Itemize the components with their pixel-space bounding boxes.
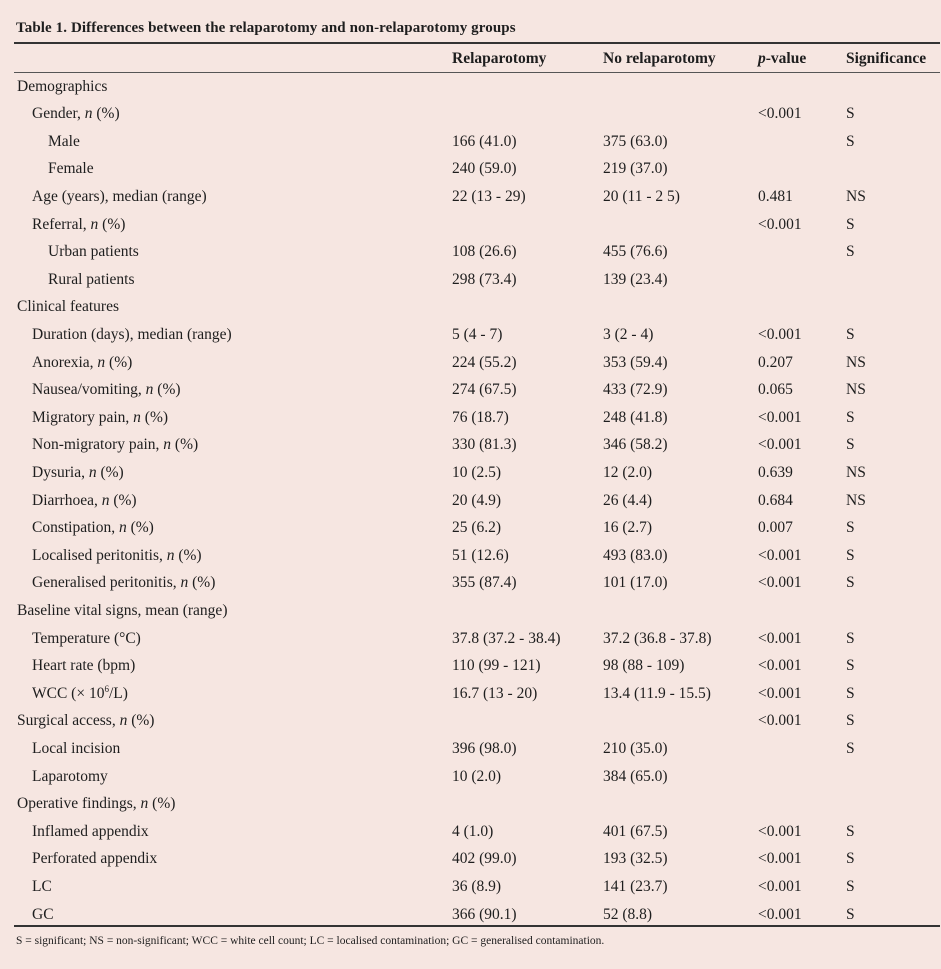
relaparotomy-value: 22 (13 - 29) xyxy=(452,187,526,205)
significance-value: S xyxy=(846,850,855,868)
significance-value: S xyxy=(846,325,855,343)
table-row xyxy=(0,431,941,459)
relaparotomy-value: 20 (4.9) xyxy=(452,491,502,509)
p-value: <0.001 xyxy=(758,215,802,233)
table-row xyxy=(0,73,941,101)
table-row xyxy=(0,652,941,680)
p-value: <0.001 xyxy=(758,905,802,923)
p-value: 0.207 xyxy=(758,353,793,371)
table-row xyxy=(0,376,941,404)
p-value: 0.007 xyxy=(758,519,793,537)
relaparotomy-value: 366 (90.1) xyxy=(452,905,517,923)
significance-value: S xyxy=(846,105,855,123)
significance-value: S xyxy=(846,629,855,647)
relaparotomy-value: 240 (59.0) xyxy=(452,160,517,178)
significance-value: NS xyxy=(846,463,866,481)
no-relaparotomy-value: 219 (37.0) xyxy=(603,160,668,178)
p-value: 0.639 xyxy=(758,463,793,481)
row-label: Operative findings, n (%) xyxy=(17,795,176,813)
row-label: Referral, n (%) xyxy=(32,215,126,233)
relaparotomy-value: 402 (99.0) xyxy=(452,850,517,868)
significance-value: S xyxy=(846,574,855,592)
table-row xyxy=(0,459,941,487)
no-relaparotomy-value: 433 (72.9) xyxy=(603,381,668,399)
p-value: 0.065 xyxy=(758,381,793,399)
row-label: Anorexia, n (%) xyxy=(32,353,133,371)
no-relaparotomy-value: 346 (58.2) xyxy=(603,436,668,454)
table-footnote: S = significant; NS = non-significant; WCC = white cell count; LC = localised contamination; GC = generalised contamination. xyxy=(16,935,605,947)
relaparotomy-value: 396 (98.0) xyxy=(452,739,517,757)
no-relaparotomy-value: 12 (2.0) xyxy=(603,463,653,481)
row-label: Non-migratory pain, n (%) xyxy=(32,436,199,454)
significance-value: NS xyxy=(846,491,866,509)
significance-value: S xyxy=(846,822,855,840)
no-relaparotomy-value: 98 (88 - 109) xyxy=(603,657,685,675)
significance-value: S xyxy=(846,657,855,675)
table-row xyxy=(0,845,941,873)
row-label: Diarrhoea, n (%) xyxy=(32,491,137,509)
row-label: Heart rate (bpm) xyxy=(32,657,136,675)
relaparotomy-value: 166 (41.0) xyxy=(452,132,517,150)
no-relaparotomy-value: 210 (35.0) xyxy=(603,739,668,757)
row-label: Male xyxy=(48,132,80,150)
table-row xyxy=(0,818,941,846)
significance-value: S xyxy=(846,408,855,426)
row-label: Rural patients xyxy=(48,270,135,288)
significance-value: NS xyxy=(846,187,866,205)
p-value: <0.001 xyxy=(758,105,802,123)
header-p-value: p-value xyxy=(758,50,807,67)
row-label: Perforated appendix xyxy=(32,850,158,868)
relaparotomy-value: 108 (26.6) xyxy=(452,243,517,261)
no-relaparotomy-value: 139 (23.4) xyxy=(603,270,668,288)
top-rule xyxy=(14,42,940,44)
relaparotomy-value: 298 (73.4) xyxy=(452,270,517,288)
p-value: <0.001 xyxy=(758,822,802,840)
no-relaparotomy-value: 384 (65.0) xyxy=(603,767,668,785)
row-label: WCC (× $10^6/L$) xyxy=(32,683,128,702)
no-relaparotomy-value: 20 (11 - 2 5) xyxy=(603,187,680,205)
table-row xyxy=(0,128,941,156)
no-relaparotomy-value: 248 (41.8) xyxy=(603,408,668,426)
table-row xyxy=(0,266,941,294)
relaparotomy-value: 76 (18.7) xyxy=(452,408,509,426)
row-label: Inflamed appendix xyxy=(32,822,149,840)
row-label: Gender, n (%) xyxy=(32,105,120,123)
p-value: <0.001 xyxy=(758,574,802,592)
table-row xyxy=(0,211,941,239)
no-relaparotomy-value: 26 (4.4) xyxy=(603,491,653,509)
row-label: Age (years), median (range) xyxy=(32,187,207,205)
no-relaparotomy-value: 493 (83.0) xyxy=(603,546,668,564)
table-row xyxy=(0,321,941,349)
p-value: <0.001 xyxy=(758,325,802,343)
p-value: <0.001 xyxy=(758,712,802,730)
row-label: Clinical features xyxy=(17,298,119,316)
row-label: Nausea/vomiting, n (%) xyxy=(32,381,181,399)
row-label: Dysuria, n (%) xyxy=(32,463,124,481)
table-row xyxy=(0,238,941,266)
no-relaparotomy-value: 16 (2.7) xyxy=(603,519,653,537)
significance-value: S xyxy=(846,519,855,537)
significance-value: S xyxy=(846,132,855,150)
significance-value: S xyxy=(846,546,855,564)
table-row xyxy=(0,293,941,321)
row-label: Temperature (°C) xyxy=(32,629,141,647)
row-label: Baseline vital signs, mean (range) xyxy=(17,601,228,619)
p-value: 0.481 xyxy=(758,187,793,205)
table-row xyxy=(0,183,941,211)
table-row xyxy=(0,735,941,763)
relaparotomy-value: 10 (2.0) xyxy=(452,767,502,785)
no-relaparotomy-value: 37.2 (36.8 - 37.8) xyxy=(603,629,712,647)
significance-value: S xyxy=(846,905,855,923)
significance-value: NS xyxy=(846,353,866,371)
row-label: Generalised peritonitis, n (%) xyxy=(32,574,216,592)
p-value: <0.001 xyxy=(758,629,802,647)
no-relaparotomy-value: 193 (32.5) xyxy=(603,850,668,868)
row-label: LC xyxy=(32,877,52,895)
relaparotomy-value: 330 (81.3) xyxy=(452,436,517,454)
relaparotomy-value: 4 (1.0) xyxy=(452,822,494,840)
table-row xyxy=(0,597,941,625)
no-relaparotomy-value: 353 (59.4) xyxy=(603,353,668,371)
table-row xyxy=(0,569,941,597)
table-row xyxy=(0,100,941,128)
header-no-relaparotomy: No relaparotomy xyxy=(603,50,716,67)
p-value: 0.684 xyxy=(758,491,793,509)
no-relaparotomy-value: 101 (17.0) xyxy=(603,574,668,592)
no-relaparotomy-value: 52 (8.8) xyxy=(603,905,653,923)
p-value: <0.001 xyxy=(758,546,802,564)
p-value: <0.001 xyxy=(758,408,802,426)
p-value: <0.001 xyxy=(758,657,802,675)
header-relaparotomy: Relaparotomy xyxy=(452,50,547,67)
row-label: GC xyxy=(32,905,54,923)
significance-value: S xyxy=(846,684,855,702)
p-value: <0.001 xyxy=(758,850,802,868)
no-relaparotomy-value: 401 (67.5) xyxy=(603,822,668,840)
significance-value: S xyxy=(846,215,855,233)
relaparotomy-value: 355 (87.4) xyxy=(452,574,517,592)
relaparotomy-value: 224 (55.2) xyxy=(452,353,517,371)
relaparotomy-value: 274 (67.5) xyxy=(452,381,517,399)
no-relaparotomy-value: 375 (63.0) xyxy=(603,132,668,150)
table-row xyxy=(0,680,941,708)
no-relaparotomy-value: 455 (76.6) xyxy=(603,243,668,261)
significance-value: S xyxy=(846,877,855,895)
relaparotomy-value: 10 (2.5) xyxy=(452,463,502,481)
row-label: Urban patients xyxy=(48,243,139,261)
relaparotomy-value: 16.7 (13 - 20) xyxy=(452,684,538,702)
row-label: Female xyxy=(48,160,94,178)
table-row xyxy=(0,514,941,542)
row-label: Local incision xyxy=(32,739,121,757)
header-significance: Significance xyxy=(846,50,927,67)
bottom-rule xyxy=(14,925,940,927)
significance-value: S xyxy=(846,712,855,730)
table-title: Table 1. Differences between the relaparotomy and non-relaparotomy groups xyxy=(16,20,516,36)
significance-value: S xyxy=(846,243,855,261)
table-row xyxy=(0,625,941,653)
row-label: Demographics xyxy=(17,77,108,95)
table-row xyxy=(0,155,941,183)
table-row xyxy=(0,901,941,929)
table-row xyxy=(0,790,941,818)
row-label: Duration (days), median (range) xyxy=(32,325,232,343)
row-label: Localised peritonitis, n (%) xyxy=(32,546,202,564)
p-value: <0.001 xyxy=(758,877,802,895)
significance-value: S xyxy=(846,739,855,757)
table-row xyxy=(0,763,941,791)
table-row xyxy=(0,873,941,901)
relaparotomy-value: 25 (6.2) xyxy=(452,519,502,537)
table-row xyxy=(0,542,941,570)
relaparotomy-value: 5 (4 - 7) xyxy=(452,325,503,343)
significance-value: NS xyxy=(846,381,866,399)
relaparotomy-value: 36 (8.9) xyxy=(452,877,502,895)
table-row xyxy=(0,404,941,432)
p-value: <0.001 xyxy=(758,436,802,454)
table-row xyxy=(0,487,941,515)
relaparotomy-value: 37.8 (37.2 - 38.4) xyxy=(452,629,561,647)
relaparotomy-value: 51 (12.6) xyxy=(452,546,509,564)
significance-value: S xyxy=(846,436,855,454)
row-label: Surgical access, n (%) xyxy=(17,712,155,730)
row-label: Migratory pain, n (%) xyxy=(32,408,169,426)
no-relaparotomy-value: 141 (23.7) xyxy=(603,877,668,895)
table-row xyxy=(0,349,941,377)
row-label: Constipation, n (%) xyxy=(32,519,154,537)
no-relaparotomy-value: 3 (2 - 4) xyxy=(603,325,654,343)
no-relaparotomy-value: 13.4 (11.9 - 15.5) xyxy=(603,684,711,702)
table-row xyxy=(0,707,941,735)
row-label: Laparotomy xyxy=(32,767,108,785)
relaparotomy-value: 110 (99 - 121) xyxy=(452,657,541,675)
p-value: <0.001 xyxy=(758,684,802,702)
